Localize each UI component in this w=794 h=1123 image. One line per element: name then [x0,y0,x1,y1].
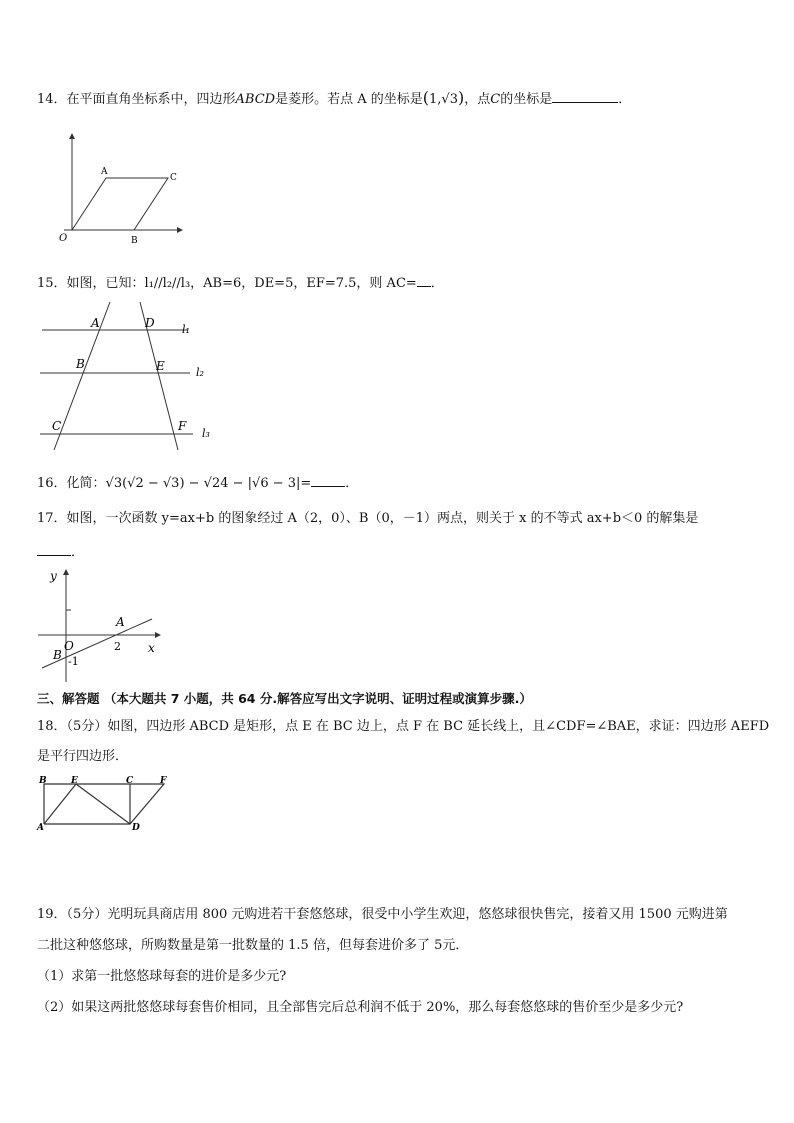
q17-label-o: O [64,639,74,653]
q15-label-l1: l₁ [182,323,190,336]
q15-label-f: F [178,419,187,433]
q18-label-d: D [132,823,140,833]
q18-label-c: C [126,776,134,786]
q19-text-line2: 二批这种悠悠球，所购数量是第一批数量的 1.5 倍，但每套进价多了 5元． [37,938,469,953]
q15-label-l2: l₂ [196,366,204,379]
section3-heading: 三、解答题 （本大题共 7 小题，共 64 分.解答应写出文字说明、证明过程或演算步骤.） [37,691,532,706]
q15-label-d: D [145,316,155,330]
q18-label-b: B [39,776,47,786]
q17-label-x: x [148,641,155,655]
q18-label-e: E [71,776,78,786]
q15-label-c: C [52,419,62,433]
q15-label-e: E [156,359,165,373]
q14-label-b: B [131,236,138,246]
q15-label-b: B [76,357,85,371]
q19-subquestion-2: （2）如果这两批悠悠球每套售价相同，且全部售完后总利润不低于 20%，那么每套悠悠球的售价至少是多少元? [37,1000,684,1015]
q17-label-two: 2 [114,640,121,653]
q17-text: 17．如图，一次函数 y=ax+b 的图象经过 A（2，0）、B（0，－1）两点，则关于 x 的不等式 ax+b＜0 的解集是 [37,511,699,526]
q18-label-f: F [160,776,167,786]
q18-text-line1: 18．（5分）如图，四边形 ABCD 是矩形，点 E 在 BC 边上，点 F 在 BC 延长线上，且∠CDF=∠BAE，求证：四边形 AEFD [37,719,770,734]
q15-label-a: A [91,316,100,330]
q17-answer-line: ． [37,541,84,562]
q14-coord: 1,√3 [429,92,458,107]
q14-answer-blank [552,88,618,103]
q19-subquestion-1: （1）求第一批悠悠球每套的进价是多少元? [37,969,287,984]
q15-label-l3: l₃ [202,427,210,440]
q18-text-line2: 是平行四边形． [37,749,129,764]
q19-text-line1: 19．（5分）光明玩具商店用 800 元购进若干套悠悠球，很受中小学生欢迎，悠悠球很快售完，接着又用 1500 元购进第 [37,907,728,922]
q14-label-o: O [59,233,68,244]
q14-label-c: C [170,173,177,183]
q17-answer-blank [37,541,71,556]
q15-answer-blank [417,272,431,287]
q14-text: 14．在平面直角坐标系中，四边形ABCD是菱形。若点 A 的坐标是(1,√3)，点C的坐标是 ． [37,88,632,107]
q18-figure [36,772,172,834]
q14-rhombus [72,178,168,230]
q14-label-a: A [101,167,108,177]
q17-label-y: y [50,569,57,583]
q18-segment-ed [76,784,130,824]
q17-label-a: A [116,615,125,629]
q16-answer-blank [311,472,345,487]
q18-label-a: A [37,823,44,833]
q14-figure [50,128,190,248]
q17-label-b: B [53,648,62,662]
q16-expression: √3(√2 − √3) − √24 − |√6 − 3|= [105,476,312,491]
q15-transversal-ac [54,302,110,450]
q15-text: 15．如图，已知：l₁//l₂//l₃，AB=6，DE=5，EF=7.5，则 AC= ． [37,272,444,293]
q17-figure [36,564,166,684]
q15-figure [38,300,218,455]
q17-label-neg1: -1 [68,655,79,668]
q16-text: 16．化简：√3(√2 − √3) − √24 − |√6 − 3|= ． [37,472,358,493]
q18-segment-ae [44,784,76,824]
